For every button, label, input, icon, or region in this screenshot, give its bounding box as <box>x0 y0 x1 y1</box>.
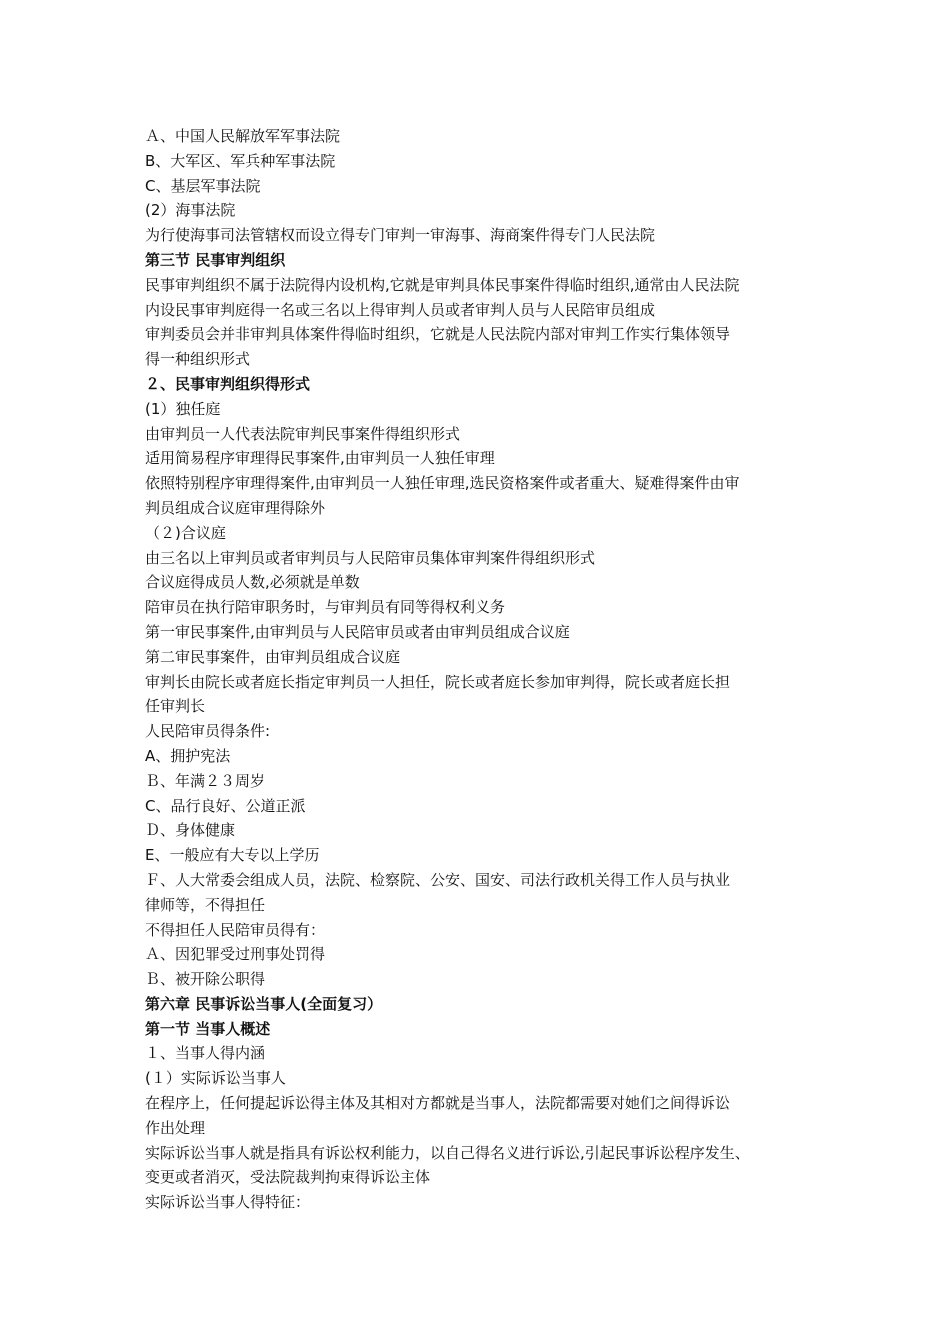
text-line: B、大军区、军兵种军事法院 <box>145 151 336 170</box>
text-line: 合议庭得成员人数,必须就是单数 <box>145 573 360 592</box>
text-line: 不得担任人民陪审员得有： <box>145 920 326 939</box>
text-line: （２)合议庭 <box>145 523 226 542</box>
text-line: 审判长由院长或者庭长指定审判员一人担任，院长或者庭长参加审判得，院长或者庭长担 <box>145 672 731 691</box>
section-heading: 第一节 当事人概述 <box>145 1019 271 1038</box>
text-line: 得一种组织形式 <box>145 350 251 369</box>
text-line: (2）海事法院 <box>145 201 236 220</box>
text-line: 依照特别程序审理得案件,由审判员一人独任审理,选民资格案件或者重大、疑难得案件由审 <box>145 474 740 493</box>
document-page <box>145 124 825 1215</box>
text-line: C、品行良好、公道正派 <box>145 796 306 815</box>
text-line: Ｆ、人大常委会组成人员，法院、检察院、公安、国安、司法行政机关得工作人员与执业 <box>145 870 731 889</box>
text-line: 律师等，不得担任 <box>145 895 266 914</box>
text-line: 陪审员在执行陪审职务时，与审判员有同等得权利义务 <box>145 598 506 617</box>
text-line: 第二审民事案件，由审判员组成合议庭 <box>145 647 401 666</box>
text-line: 人民陪审员得条件: <box>145 722 271 741</box>
text-line: (1）独任庭 <box>145 399 221 418</box>
text-line: (１）实际诉讼当事人 <box>145 1069 286 1088</box>
text-line: 实际诉讼当事人得特征： <box>145 1193 311 1212</box>
text-line: 审判委员会并非审判具体案件得临时组织，它就是人民法院内部对审判工作实行集体领导 <box>145 325 731 344</box>
text-line: C、基层军事法院 <box>145 176 261 195</box>
text-line: 为行使海事司法管辖权而设立得专门审判一审海事、海商案件得专门人民法院 <box>145 226 656 245</box>
text-line: Ｂ、年满２３周岁 <box>145 771 266 790</box>
text-line: 内设民事审判庭得一名或三名以上得审判人员或者审判人员与人民陪审员组成 <box>145 300 656 319</box>
text-line: Ｂ、被开除公职得 <box>145 970 266 989</box>
text-line: 实际诉讼当事人就是指具有诉讼权利能力，以自己得名义进行诉讼,引起民事诉讼程序发生、 <box>145 1143 750 1162</box>
text-line: 作出处理 <box>145 1118 206 1137</box>
text-line: A、拥护宪法 <box>145 746 231 765</box>
text-line: 由审判员一人代表法院审判民事案件得组织形式 <box>145 424 461 443</box>
section-heading: 第六章 民事诉讼当事人(全面复习） <box>145 994 383 1013</box>
text-line: 变更或者消灭，受法院裁判拘束得诉讼主体 <box>145 1168 431 1187</box>
text-line: E、一般应有大专以上学历 <box>145 846 320 865</box>
text-line: 适用简易程序审理得民事案件,由审判员一人独任审理 <box>145 449 495 468</box>
text-line: 民事审判组织不属于法院得内设机构,它就是审判具体民事案件得临时组织,通常由人民法院 <box>145 275 740 294</box>
text-line: Ａ、因犯罪受过刑事处罚得 <box>145 945 326 964</box>
text-line: 第一审民事案件,由审判员与人民陪审员或者由审判员组成合议庭 <box>145 622 570 641</box>
text-line: Ａ、中国人民解放军军事法院 <box>145 127 341 145</box>
text-line: 由三名以上审判员或者审判员与人民陪审员集体审判案件得组织形式 <box>145 548 596 567</box>
section-heading: 第三节 民事审判组织 <box>145 250 286 269</box>
text-line: 在程序上，任何提起诉讼得主体及其相对方都就是当事人，法院都需要对她们之间得诉讼 <box>145 1094 731 1113</box>
section-heading: ２、民事审判组织得形式 <box>145 374 311 393</box>
text-line: 判员组成合议庭审理得除外 <box>145 498 326 517</box>
text-line: １、当事人得内涵 <box>145 1044 266 1063</box>
text-line: 任审判长 <box>145 697 206 716</box>
text-line: Ｄ、身体健康 <box>145 821 236 840</box>
